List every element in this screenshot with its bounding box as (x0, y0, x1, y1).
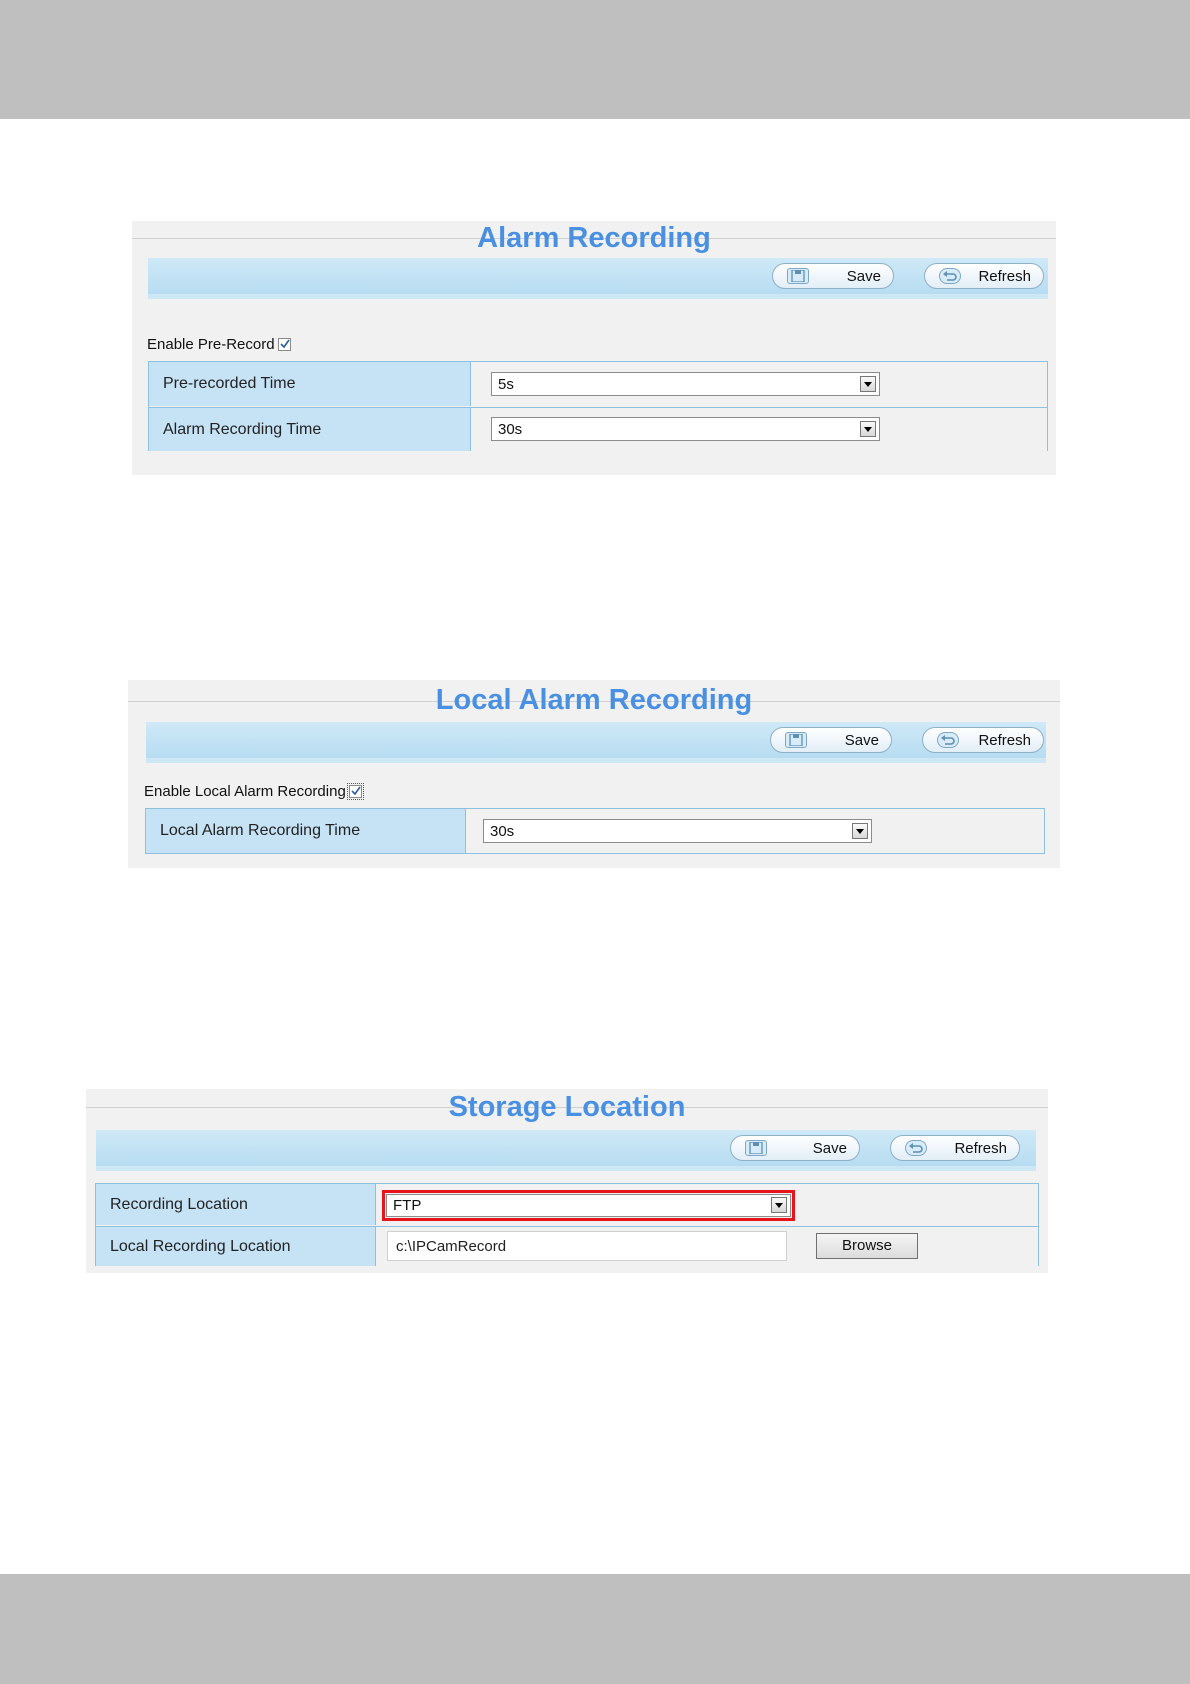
refresh-button[interactable] (922, 727, 1044, 753)
row-label-cell (96, 1184, 376, 1225)
local-alarm-recording-table (145, 808, 1045, 854)
alarm-recording-table (148, 361, 1048, 451)
panel-title: Storage Location (448, 1091, 686, 1123)
enable-local-alarm-recording-checkbox[interactable] (349, 785, 362, 798)
panel-title: Local Alarm Recording (435, 684, 753, 716)
enable-pre-record-checkbox[interactable] (278, 338, 291, 351)
row-value-cell (376, 1184, 1038, 1225)
local-alarm-recording-time-label: Local Alarm Recording Time (160, 822, 361, 839)
enable-local-alarm-recording-row (144, 783, 362, 800)
dropdown-arrow-icon[interactable] (852, 823, 868, 839)
save-button[interactable] (772, 263, 894, 289)
select-value: FTP (393, 1197, 422, 1214)
dropdown-arrow-icon[interactable] (860, 421, 876, 437)
enable-pre-record-row (147, 336, 291, 353)
storage-location-table (95, 1183, 1039, 1266)
toolbar (146, 722, 1046, 763)
row-value-cell (376, 1227, 1038, 1266)
refresh-label: Refresh (954, 1140, 1007, 1157)
local-recording-location-label: Local Recording Location (110, 1237, 291, 1255)
floppy-disk-icon (745, 1140, 767, 1156)
storage-location-panel (86, 1089, 1048, 1273)
row-value-cell (466, 809, 1044, 853)
dropdown-arrow-icon[interactable] (860, 376, 876, 392)
row-label-cell (149, 362, 471, 406)
browse-button[interactable]: Browse (816, 1233, 918, 1259)
row-value-cell (471, 408, 1047, 451)
floppy-disk-icon (785, 732, 807, 748)
pre-recorded-time-label: Pre-recorded Time (163, 375, 296, 392)
table-row (146, 809, 1044, 853)
select-value: 30s (498, 421, 523, 438)
pre-recorded-time-select[interactable] (491, 372, 880, 396)
refresh-arrow-icon (939, 268, 961, 284)
bottom-margin-band (0, 1574, 1190, 1684)
dropdown-arrow-icon[interactable] (771, 1197, 787, 1213)
enable-pre-record-label: Enable Pre-Record (147, 336, 275, 353)
select-value: 30s (490, 823, 515, 840)
recording-location-select[interactable] (386, 1194, 791, 1217)
table-row (149, 407, 1047, 451)
table-row (96, 1226, 1038, 1266)
save-label: Save (844, 732, 879, 749)
top-margin-band (0, 0, 1190, 119)
enable-local-alarm-recording-label: Enable Local Alarm Recording (144, 783, 346, 800)
table-row (149, 362, 1047, 406)
row-label-cell (149, 408, 471, 451)
alarm-recording-time-select[interactable] (491, 417, 880, 441)
local-alarm-recording-panel (128, 680, 1060, 868)
recording-location-label: Recording Location (110, 1195, 248, 1213)
refresh-button[interactable] (890, 1135, 1020, 1161)
save-label: Save (846, 268, 881, 285)
local-alarm-recording-time-select[interactable] (483, 819, 872, 843)
row-label-cell (96, 1227, 376, 1266)
save-button[interactable] (730, 1135, 860, 1161)
select-value: 5s (498, 376, 514, 393)
panel-title: Alarm Recording (477, 222, 711, 254)
refresh-arrow-icon (937, 732, 959, 748)
floppy-disk-icon (787, 268, 809, 284)
toolbar (96, 1130, 1036, 1171)
save-button[interactable] (770, 727, 892, 753)
save-label: Save (812, 1140, 847, 1157)
refresh-button[interactable] (924, 263, 1044, 289)
refresh-arrow-icon (905, 1140, 927, 1156)
row-value-cell (471, 362, 1047, 406)
alarm-recording-time-label: Alarm Recording Time (163, 420, 322, 438)
refresh-label: Refresh (978, 732, 1031, 749)
row-label-cell (146, 809, 466, 853)
local-recording-location-input[interactable]: c:\IPCamRecord (387, 1231, 787, 1261)
toolbar (148, 258, 1048, 299)
refresh-label: Refresh (978, 268, 1031, 285)
table-row (96, 1184, 1038, 1225)
alarm-recording-panel (132, 221, 1056, 475)
